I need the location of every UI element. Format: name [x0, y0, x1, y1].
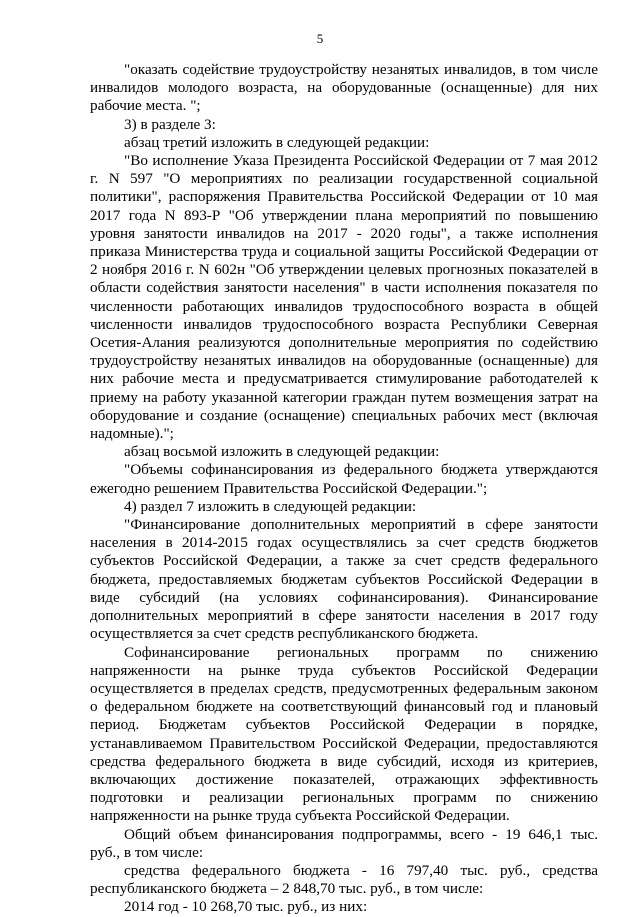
paragraph: "оказать содействие трудоустройству незанятых инвалидов, в том числе инвалидов молодого возраста, на оборудованные (оснащенные) для них рабочие места. ";: [90, 61, 598, 115]
paragraph: "Объемы софинансирования из федерального бюджета утверждаются ежегодно решением Правительства Российской Федерации.";: [90, 461, 598, 497]
paragraph: Софинансирование региональных программ по снижению напряженности на рынке труда субъектов Российской Федерации осуществляется в пределах средств, предусмотренных федеральным законом о федеральном бюджете на соответствующий финансовый год и плановый период. Бюджетам субъектов Российской Федерации в порядке, устанавливаемом Правительством Российской Федерации, предоставляются средства федерального бюджета в виде субсидий, исходя из критериев, включающих достижение показателей, отражающих эффективность подготовки и реализации региональных программ по снижению напряженности на рынке труда субъекта Российской Федерации.: [90, 643, 598, 825]
paragraph: абзац восьмой изложить в следующей редакции:: [124, 443, 440, 461]
paragraph: Общий объем финансирования подпрограммы, всего - 19 646,1 тыс. руб., в том числе:: [90, 825, 598, 861]
paragraph: абзац третий изложить в следующей редакции:: [124, 133, 430, 151]
paragraph: "Во исполнение Указа Президента Российской Федерации от 7 мая 2012 г. N 597 "О мероприятиях по реализации государственной социальной политики", распоряжения Правительства Российской Федерации от 10 мая 2017 года N 893-Р "Об утверждении плана мероприятий по повышению уровня занятости инвалидов на 2017 - 2020 годы", а также исполнения приказа Министерства труда и социальной защиты Российской Федерации от 2 ноября 2016 г. N 602н "Об утверждении целевых прогнозных показателей в области содействия занятости населения" в части исполнения показателя по численности работающих инвалидов трудоспособного возраста в общей численности инвалидов трудоспособного возраста Республики Северная Осетия-Алания реализуются дополнительные мероприятия по содействию трудоустройству незанятых инвалидов на оборудованные (оснащенные) для них рабочие места и предусматривается стимулирование работодателей к приему на работу указанной категории граждан путем возмещения затрат на оборудование и создание (оснащение) специальных рабочих мест (включая надомные).";: [90, 152, 598, 443]
document-body: [90, 61, 598, 917]
page-number: 5: [316, 31, 324, 46]
paragraph: 4) раздел 7 изложить в следующей редакции:: [124, 497, 417, 515]
paragraph: 3) в разделе 3:: [124, 115, 216, 133]
paragraph: "Финансирование дополнительных мероприятий в сфере занятости населения в 2014-2015 годах осуществлялись за счет средств бюджетов субъектов Российской Федерации, а также за счет средств федерального бюджета, предоставляемых бюджетам субъектов Российской Федерации в виде субсидий (на условиях софинансирования). Финансирование дополнительных мероприятий в сфере занятости населения в 2017 году осуществляется за счет средств республиканского бюджета.: [90, 516, 598, 643]
paragraph: средства федерального бюджета - 16 797,40 тыс. руб., средства республиканского бюджета – 2 848,70 тыс. руб., в том числе:: [90, 861, 598, 898]
paragraph: 2014 год - 10 268,70 тыс. руб., из них:: [124, 898, 368, 916]
